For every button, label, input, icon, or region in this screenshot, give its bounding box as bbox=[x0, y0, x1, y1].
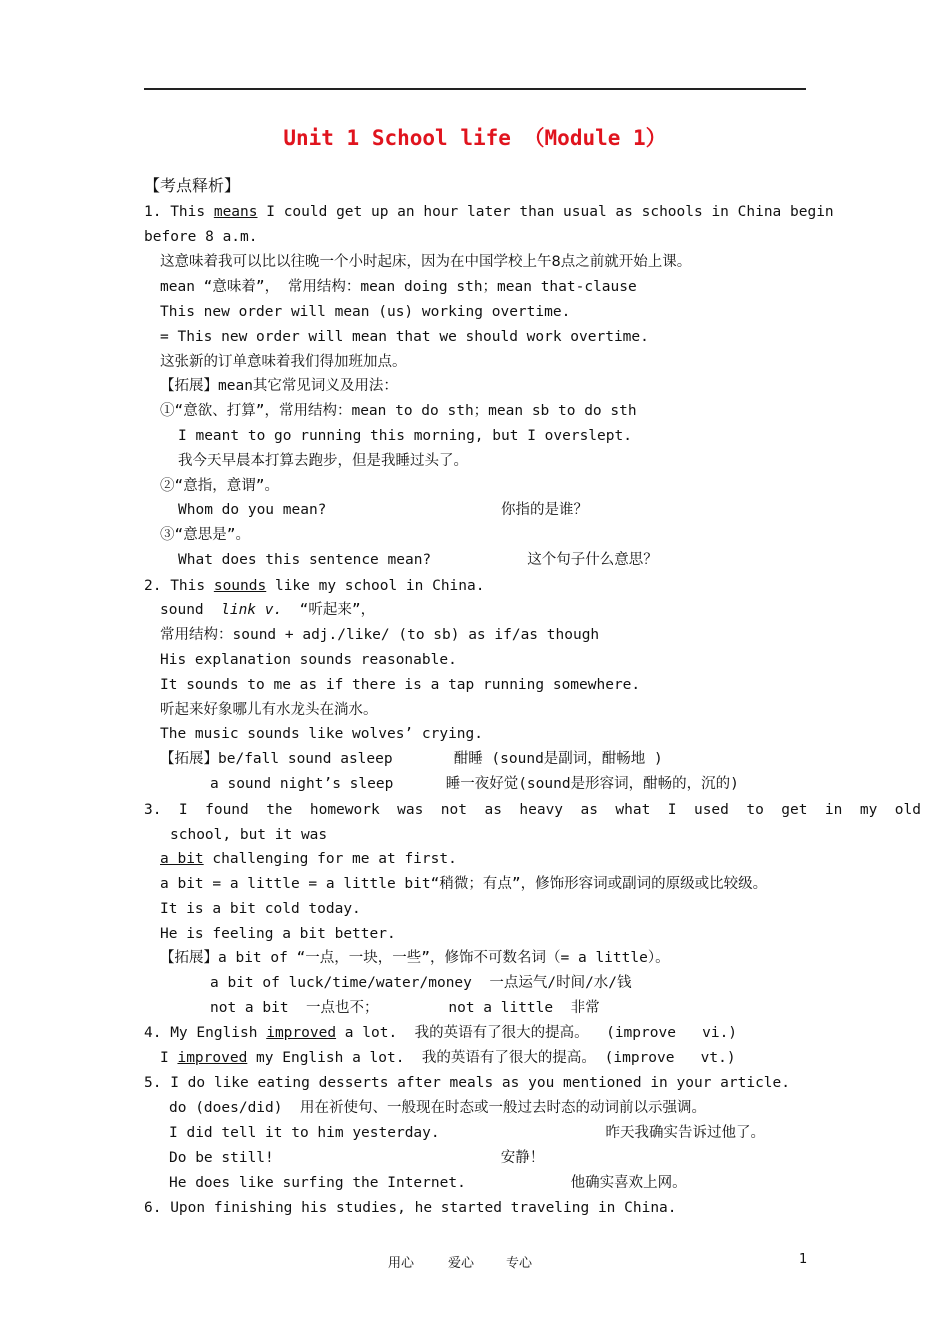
text-line bbox=[169, 1123, 765, 1143]
text-segment: sound bbox=[160, 602, 222, 618]
text-segment: I meant to go running this morning, but I overslept. bbox=[178, 428, 632, 444]
text-line bbox=[160, 899, 361, 919]
text-segment: ③“意思是”。 bbox=[160, 527, 250, 543]
text-segment: What does this sentence mean? 这个句子什么意思？ bbox=[178, 552, 658, 568]
text-line bbox=[160, 277, 637, 297]
text-segment: 【拓展】mean其它常见词义及用法： bbox=[160, 378, 398, 394]
text-line bbox=[160, 874, 767, 894]
text-segment: 4. My English bbox=[144, 1025, 267, 1041]
page-number: 1 bbox=[799, 1252, 808, 1267]
text-line bbox=[144, 800, 921, 820]
text-line bbox=[144, 227, 258, 247]
text-line bbox=[160, 948, 670, 968]
text-segment: link v. bbox=[221, 602, 283, 618]
text-line bbox=[160, 525, 250, 545]
text-segment: a sound night’s sleep 睡一夜好觉(sound是形容词，酣畅的，沉的) bbox=[210, 776, 739, 792]
text-segment: challenging for me at first. bbox=[203, 851, 457, 867]
text-line bbox=[210, 973, 632, 993]
text-segment: 1. This bbox=[144, 204, 214, 220]
text-line bbox=[160, 924, 396, 944]
text-line bbox=[178, 550, 658, 570]
text-segment: mean “意味着”， 常用结构：mean doing sth；mean that-clause bbox=[160, 279, 637, 295]
footer-left: 用心 bbox=[388, 1256, 415, 1271]
text-line bbox=[169, 1098, 706, 1118]
text-line bbox=[144, 1073, 790, 1093]
text-segment: ①“意欲、打算”，常用结构：mean to do sth；mean sb to do sth bbox=[160, 403, 637, 419]
text-segment: I did tell it to him yesterday. 昨天我确实告诉过他了。 bbox=[169, 1125, 765, 1141]
text-line bbox=[210, 998, 600, 1018]
text-segment: It sounds to me as if there is a tap running somewhere. bbox=[160, 677, 641, 693]
text-segment: a bit = a little = a little bit“稍微；有点”，修饰形容词或副词的原级或比较级。 bbox=[160, 876, 768, 892]
text-segment: 6. Upon finishing his studies, he started traveling in China. bbox=[144, 1200, 677, 1216]
text-segment: “听起来”， bbox=[282, 602, 376, 618]
text-segment: It is a bit cold today. bbox=[160, 901, 361, 917]
text-line bbox=[160, 376, 398, 396]
text-line bbox=[160, 352, 407, 372]
text-segment: This new order will mean (us) working overtime. bbox=[160, 304, 571, 320]
text-line bbox=[144, 1023, 737, 1043]
text-line bbox=[169, 1173, 687, 1193]
text-segment: I bbox=[160, 1050, 178, 1066]
text-line bbox=[160, 302, 570, 322]
text-segment: 这意味着我可以比以往晚一个小时起床，因为在中国学校上午8点之前就开始上课。 bbox=[160, 254, 692, 270]
text-line bbox=[160, 327, 649, 347]
text-segment: 我今天早晨本打算去跑步，但是我睡过头了。 bbox=[178, 453, 468, 469]
text-line bbox=[160, 675, 640, 695]
text-segment: 2. This bbox=[144, 578, 214, 594]
text-line bbox=[144, 1198, 677, 1218]
text-segment: Whom do you mean? 你指的是谁？ bbox=[178, 502, 588, 518]
text-line bbox=[160, 401, 637, 421]
text-segment: I could get up an hour later than usual as schools in China begin bbox=[257, 204, 834, 220]
section-header: 【考点释析】 bbox=[144, 176, 241, 195]
text-segment: school, but it was bbox=[170, 827, 328, 843]
text-segment: before 8 a.m. bbox=[144, 229, 258, 245]
underlined-keyword: improved bbox=[177, 1050, 248, 1066]
text-line bbox=[160, 252, 691, 272]
text-line bbox=[160, 724, 483, 744]
text-line bbox=[170, 825, 327, 845]
text-line bbox=[178, 500, 588, 520]
text-line bbox=[160, 600, 375, 620]
footer-right: 专心 bbox=[506, 1256, 533, 1271]
text-segment: do (does/did) 用在祈使句、一般现在时态或一般过去时态的动词前以示强调。 bbox=[169, 1100, 706, 1116]
text-line bbox=[160, 700, 378, 720]
text-line bbox=[160, 476, 279, 496]
text-segment: Do be still! 安静！ bbox=[169, 1150, 545, 1166]
text-segment: 这张新的订单意味着我们得加班加点。 bbox=[160, 354, 407, 370]
text-line bbox=[169, 1148, 544, 1168]
underlined-keyword: means bbox=[213, 204, 258, 220]
text-segment: ②“意指，意谓”。 bbox=[160, 478, 279, 494]
underlined-keyword: improved bbox=[266, 1025, 337, 1041]
text-line bbox=[160, 650, 457, 670]
text-segment: 5. I do like eating desserts after meals as you mentioned in your article. bbox=[144, 1075, 791, 1091]
text-segment: like my school in China. bbox=[266, 578, 485, 594]
text-segment: my English a lot. 我的英语有了很大的提高。 (improve vt.) bbox=[247, 1050, 736, 1066]
footer-middle: 爱心 bbox=[448, 1256, 475, 1271]
text-segment: The music sounds like wolves’ crying. bbox=[160, 726, 484, 742]
text-line bbox=[178, 451, 468, 471]
text-segment: 【拓展】a bit of “一点，一块，一些”，修饰不可数名词（= a little）。 bbox=[160, 950, 670, 966]
text-segment: 听起来好象哪儿有水龙头在淌水。 bbox=[160, 702, 378, 718]
text-line bbox=[160, 625, 599, 645]
text-line bbox=[160, 849, 457, 869]
text-line bbox=[178, 426, 632, 446]
text-segment: He does like surfing the Internet. 他确实喜欢上网。 bbox=[169, 1175, 687, 1191]
text-line bbox=[160, 1048, 736, 1068]
text-segment: He is feeling a bit better. bbox=[160, 926, 396, 942]
underlined-keyword: a bit bbox=[160, 851, 204, 867]
text-segment: not a bit 一点也不； not a little 非常 bbox=[210, 1000, 600, 1016]
text-segment: 常用结构：sound + adj./like/ (to sb) as if/as though bbox=[160, 627, 600, 643]
text-line bbox=[160, 749, 663, 769]
text-line bbox=[210, 774, 739, 794]
header-rule bbox=[144, 88, 806, 90]
text-line bbox=[144, 202, 834, 222]
text-line bbox=[144, 576, 484, 596]
page-title: Unit 1 School life （Module 1） bbox=[283, 126, 667, 150]
underlined-keyword: sounds bbox=[213, 578, 267, 594]
text-segment: a lot. 我的英语有了很大的提高。 (improve vi.) bbox=[336, 1025, 738, 1041]
text-segment: a bit of luck/time/water/money 一点运气/时间/水/钱 bbox=[210, 975, 632, 991]
text-segment: = This new order will mean that we should work overtime. bbox=[160, 329, 649, 345]
text-segment: His explanation sounds reasonable. bbox=[160, 652, 457, 668]
text-segment: 【拓展】be/fall sound asleep 酣睡 (sound是副词，酣畅地 ) bbox=[160, 751, 663, 767]
text-segment: 3. I found the homework was not as heavy as what I used to get in my old bbox=[144, 802, 921, 818]
